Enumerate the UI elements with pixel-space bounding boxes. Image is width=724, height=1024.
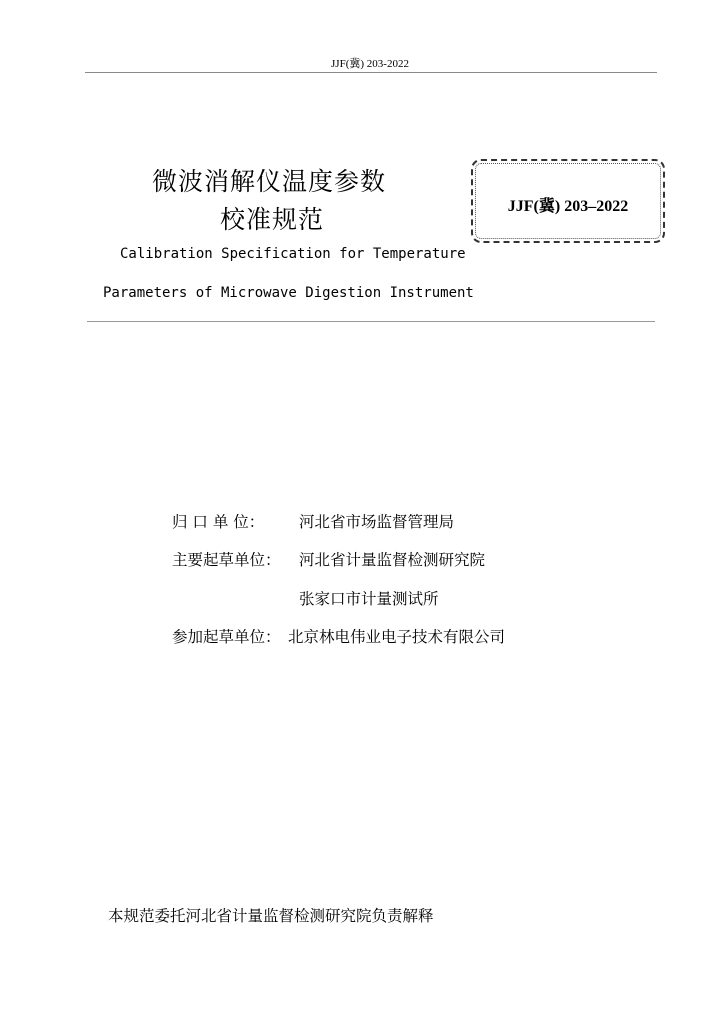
header-rule	[85, 72, 657, 73]
info-label: 主要起草单位：	[172, 551, 281, 569]
running-header: JJF(冀) 203-2022	[331, 58, 409, 70]
interpretation-note: 本规范委托河北省计量监督检测研究院负责解释	[108, 907, 434, 925]
info-value: 张家口市计量测试所	[299, 590, 439, 608]
title-english-line-1: Calibration Specification for Temperature	[120, 246, 466, 262]
title-chinese-line-1: 微波消解仪温度参数	[152, 167, 387, 196]
info-row-main-drafter	[172, 548, 485, 570]
info-row-responsible-unit	[172, 510, 454, 532]
info-label: 归 口 单 位：	[172, 513, 265, 531]
title-rule	[87, 321, 655, 322]
info-label: 参加起草单位：	[172, 628, 281, 646]
info-value: 河北省计量监督检测研究院	[299, 551, 486, 569]
info-row-main-drafter-2	[172, 587, 439, 609]
info-row-participating-drafter	[172, 625, 505, 647]
title-english-line-2: Parameters of Microwave Digestion Instrument	[103, 285, 474, 301]
info-value: 北京林电伟业电子技术有限公司	[288, 628, 506, 646]
standard-code: JJF(冀) 203–2022	[507, 198, 629, 215]
title-chinese-line-2: 校准规范	[220, 205, 325, 234]
info-value: 河北省市场监督管理局	[299, 513, 455, 531]
